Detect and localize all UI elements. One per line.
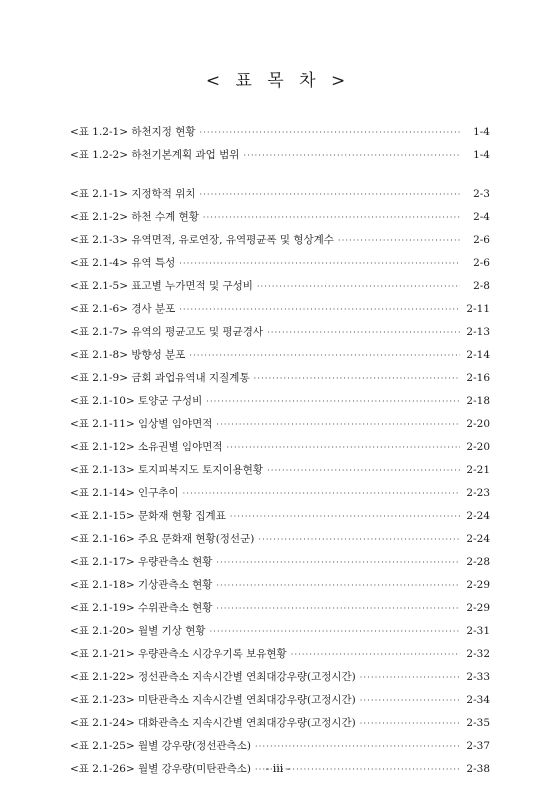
toc-entry-label: <표 2.1-23> 미탄관측소 지속시간별 연최대강우량(고정시간) bbox=[70, 694, 356, 706]
toc-entry[interactable] bbox=[70, 643, 490, 666]
toc-entry[interactable] bbox=[70, 206, 490, 229]
toc-entry[interactable] bbox=[70, 551, 490, 574]
toc-entry[interactable] bbox=[70, 689, 490, 712]
toc-entry[interactable] bbox=[70, 390, 490, 413]
dot-leader bbox=[267, 321, 460, 344]
toc-entry[interactable] bbox=[70, 298, 490, 321]
toc-entry-page: 2-20 bbox=[466, 441, 490, 453]
dot-leader bbox=[230, 505, 460, 528]
toc-entry-label: <표 2.1-24> 대화관측소 지속시간별 연최대강우량(고정시간) bbox=[70, 717, 356, 729]
toc-entry-page: 2-32 bbox=[466, 648, 490, 660]
toc-entry-page: 2-21 bbox=[466, 464, 490, 476]
dot-leader bbox=[179, 252, 460, 275]
dot-leader bbox=[216, 413, 460, 436]
dot-leader bbox=[216, 551, 460, 574]
dot-leader bbox=[189, 344, 460, 367]
toc-entry[interactable] bbox=[70, 252, 490, 275]
toc-entry[interactable] bbox=[70, 367, 490, 390]
toc-entry[interactable] bbox=[70, 413, 490, 436]
dot-leader bbox=[216, 574, 460, 597]
toc-entry-label: <표 2.1-20> 월별 기상 현황 bbox=[70, 625, 206, 637]
toc-entry-label: <표 2.1-12> 소유권별 임야면적 bbox=[70, 441, 223, 453]
toc-entry[interactable] bbox=[70, 121, 490, 144]
toc-entry[interactable] bbox=[70, 183, 490, 206]
toc-entry[interactable] bbox=[70, 144, 490, 167]
dot-leader bbox=[243, 144, 460, 167]
toc-entry-page: 2-34 bbox=[466, 694, 490, 706]
toc-entry-page: 2-24 bbox=[466, 533, 490, 545]
dot-leader bbox=[255, 735, 460, 758]
toc-entry-label: <표 2.1-16> 주요 문화재 현황(정선군) bbox=[70, 533, 255, 545]
toc-entry[interactable] bbox=[70, 505, 490, 528]
toc-entry-page: 2-35 bbox=[466, 717, 490, 729]
toc-entry[interactable] bbox=[70, 735, 490, 758]
toc-entry-label: <표 2.1-18> 기상관측소 현황 bbox=[70, 579, 213, 591]
dot-leader bbox=[216, 597, 460, 620]
dot-leader bbox=[257, 275, 460, 298]
toc-group-chapter-2 bbox=[70, 183, 490, 781]
toc-entry-page: 1-4 bbox=[473, 149, 490, 161]
page-footer: - iii - bbox=[265, 762, 291, 775]
toc-entry-label: <표 2.1-22> 정선관측소 지속시간별 연최대강우량(고정시간) bbox=[70, 671, 356, 683]
toc-entry-label: <표 2.1-19> 수위관측소 현황 bbox=[70, 602, 213, 614]
toc-entry[interactable] bbox=[70, 459, 490, 482]
toc-entry[interactable] bbox=[70, 344, 490, 367]
toc-entry-page: 2-6 bbox=[473, 234, 490, 246]
dot-leader bbox=[183, 482, 460, 505]
toc-entry-page: 2-18 bbox=[466, 395, 490, 407]
toc-entry[interactable] bbox=[70, 436, 490, 459]
dot-leader bbox=[203, 206, 460, 229]
toc-entry-label: <표 2.1-2> 하천 수계 현황 bbox=[70, 211, 199, 223]
toc-entry-label: <표 2.1-25> 월별 강우량(정선관측소) bbox=[70, 740, 251, 752]
toc-entry[interactable] bbox=[70, 528, 490, 551]
toc-entry-page: 2-8 bbox=[473, 280, 490, 292]
dot-leader bbox=[360, 666, 460, 689]
toc-entry-label: <표 2.1-8> 방향성 분포 bbox=[70, 349, 186, 361]
toc-entry[interactable] bbox=[70, 482, 490, 505]
toc-entry-label: <표 2.1-17> 우량관측소 현황 bbox=[70, 556, 213, 568]
dot-leader bbox=[254, 367, 460, 390]
toc-entry-label: <표 1.2-1> 하천지정 현황 bbox=[70, 126, 196, 138]
toc-entry-label: <표 2.1-14> 인구추이 bbox=[70, 487, 179, 499]
toc-entry-label: <표 2.1-11> 임상별 임야면적 bbox=[70, 418, 213, 430]
dot-leader bbox=[179, 298, 460, 321]
toc-entry[interactable] bbox=[70, 597, 490, 620]
toc-entry[interactable] bbox=[70, 321, 490, 344]
toc-entry-label: <표 2.1-7> 유역의 평균고도 및 평균경사 bbox=[70, 326, 264, 338]
toc-entry[interactable] bbox=[70, 574, 490, 597]
toc-entry-page: 2-6 bbox=[473, 257, 490, 269]
toc-group-chapter-1 bbox=[70, 121, 490, 167]
toc-entry-page: 2-23 bbox=[466, 487, 490, 499]
dot-leader bbox=[338, 229, 460, 252]
toc-entry-label: <표 2.1-10> 토양군 구성비 bbox=[70, 395, 203, 407]
toc-entry-label: <표 2.1-5> 표고별 누가면적 및 구성비 bbox=[70, 280, 253, 292]
dot-leader bbox=[206, 390, 460, 413]
dot-leader bbox=[227, 436, 460, 459]
toc-entry-label: <표 2.1-3> 유역면적, 유로연장, 유역평균폭 및 형상계수 bbox=[70, 234, 334, 246]
dot-leader bbox=[360, 712, 460, 735]
toc-entry-page: 2-3 bbox=[473, 188, 490, 200]
toc-entry-label: <표 2.1-21> 우량관측소 시강우기록 보유현황 bbox=[70, 648, 287, 660]
toc-entry-page: 2-16 bbox=[466, 372, 490, 384]
toc-entry-page: 2-14 bbox=[466, 349, 490, 361]
toc-entry-page: 2-33 bbox=[466, 671, 490, 683]
toc-entry-label: <표 2.1-4> 유역 특성 bbox=[70, 257, 176, 269]
toc-entry-page: 2-11 bbox=[466, 303, 490, 315]
toc-entry-page: 2-37 bbox=[466, 740, 490, 752]
toc-entry-page: 2-38 bbox=[466, 763, 490, 775]
toc-entry-page: 1-4 bbox=[473, 126, 490, 138]
toc-entry[interactable] bbox=[70, 275, 490, 298]
dot-leader bbox=[267, 459, 460, 482]
toc-entry[interactable] bbox=[70, 229, 490, 252]
dot-leader bbox=[200, 183, 460, 206]
toc-entry-label: <표 2.1-1> 지정학적 위치 bbox=[70, 188, 196, 200]
toc-entry-label: <표 2.1-13> 토지피복지도 토지이용현황 bbox=[70, 464, 264, 476]
toc-entry-page: 2-28 bbox=[466, 556, 490, 568]
dot-leader bbox=[291, 643, 460, 666]
toc-entry[interactable] bbox=[70, 620, 490, 643]
toc-entry-page: 2-29 bbox=[466, 579, 490, 591]
toc-entry-label: <표 2.1-15> 문화재 현황 집계표 bbox=[70, 510, 226, 522]
toc-entry-label: <표 2.1-9> 금회 과업유역내 지질계통 bbox=[70, 372, 250, 384]
toc-entry-page: 2-24 bbox=[466, 510, 490, 522]
toc-entry[interactable] bbox=[70, 712, 490, 735]
toc-entry-page: 2-29 bbox=[466, 602, 490, 614]
toc-entry-label: <표 2.1-26> 월별 강우량(미탄관측소) bbox=[70, 763, 251, 775]
toc-entry-page: 2-20 bbox=[466, 418, 490, 430]
dot-leader bbox=[360, 689, 460, 712]
toc-entry-page: 2-13 bbox=[466, 326, 490, 338]
dot-leader bbox=[210, 620, 460, 643]
dot-leader bbox=[200, 121, 460, 144]
toc-entry-label: <표 2.1-6> 경사 분포 bbox=[70, 303, 176, 315]
toc-entry[interactable] bbox=[70, 666, 490, 689]
page-title: < 표 목 차 > bbox=[205, 71, 351, 91]
toc-entry-page: 2-31 bbox=[466, 625, 490, 637]
toc-entry-page: 2-4 bbox=[473, 211, 490, 223]
dot-leader bbox=[258, 528, 460, 551]
toc-entry-label: <표 1.2-2> 하천기본계획 과업 범위 bbox=[70, 149, 240, 161]
